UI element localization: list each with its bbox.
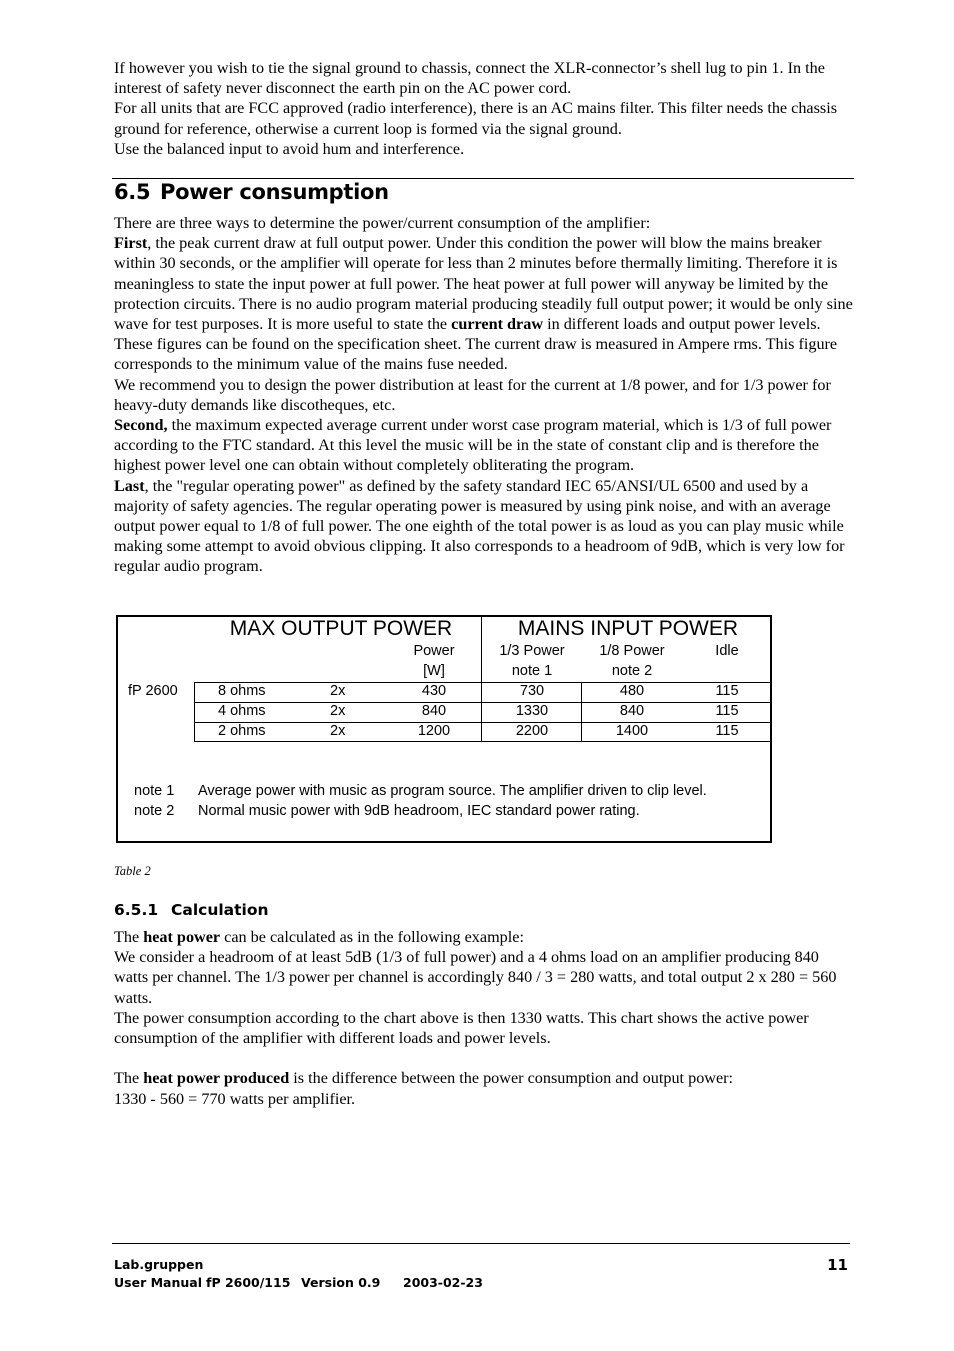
row-third: 2200 [515,723,549,739]
first-label: First [114,234,148,253]
last-text: , the "regular operating power" as defined by the safety standard IEC 65/ANSI/UL 6500 and used by a majority of safety agencies. The regular operating power is measured by using pink noise, and with an average output power equal to 1/8 of full power. The one eighth of the total power is as loud as you can play music while making some attempt to avoid obvious clipping. It also corresponds to a headroom of 9dB, which is very low for regular audio program. [114,476,845,576]
grid-line [194,741,772,742]
subsection-number: 6.5.1 [114,901,159,919]
heat-power-term: heat power [143,928,221,946]
calc-result: 1330 - 560 = 770 watts per amplifier. [114,1089,356,1108]
second-label: Second, [114,416,168,435]
intro-paragraph: For all units that are FCC approved (radio interference), there is an AC mains filter. This filter needs the chassis ground for reference, otherwise a current loop is formed via the signal ground. [114,99,837,138]
last-paragraph [114,476,854,577]
calc-text: is the difference between the power consumption and output power: [289,1069,734,1088]
row-eighth: 480 [619,683,645,699]
third-power-note: note 1 [511,663,553,679]
row-idle: 115 [715,683,739,699]
calc-text: The [114,928,144,946]
row-eighth: 1400 [615,723,649,739]
spacer [114,1048,854,1068]
intro-paragraph: Use the balanced input to avoid hum and interference. [114,139,465,158]
row-channels: 2x [330,683,346,699]
row-power: 1200 [417,723,451,739]
row-channels: 2x [330,723,346,739]
subsection-title: Calculation [171,901,269,919]
calc-consumption: The power consumption according to the chart above is then 1330 watts. This chart shows the active power consumption of the amplifier with different loads and power levels. [114,1008,809,1048]
footer-divider [112,1243,850,1244]
row-load: 2 ohms [218,723,266,739]
first-text-end: in different loads and output power levels. These figures can be found on the specification sheet. The current draw is measured in Ampere rms. This figure corresponds to the minimum value of the mains fuse needed. [114,315,838,374]
section-number: 6.5 [114,180,151,204]
calc-text: The [114,1069,144,1088]
row-power: 840 [421,703,447,719]
footer-brand: Lab.gruppen [114,1257,204,1272]
row-channels: 2x [330,703,346,719]
calc-text: can be calculated as in the following example: [220,928,524,946]
section-heading [114,180,389,204]
eighth-power-note: note 2 [611,663,653,679]
intro-text [114,58,854,159]
power-unit: [W] [423,663,445,679]
last-label: Last [114,476,145,495]
footer-version: Version 0.9 [301,1275,381,1290]
section-body [114,213,854,577]
row-third: 1330 [515,703,549,719]
header-mains-input: MAINS INPUT POWER [517,617,739,640]
section-intro: There are three ways to determine the power/current consumption of the amplifier: [114,214,651,232]
row-idle: 115 [715,723,739,739]
table-caption: Table 2 [114,864,151,878]
calc-example: We consider a headroom of at least 5dB (1/3 of full power) and a 4 ohms load on an amplifier producing 840 watts per channel. The 1/3 power per channel is accordingly 840 / 3 = 280 watts, and total output 2 x 280 = 560 watts. [114,948,837,1007]
note-label: note 2 [134,803,175,819]
note-text: Normal music power with 9dB headroom, IEC standard power rating. [198,803,640,819]
power-table [116,615,772,843]
footer-date: 2003-02-23 [403,1275,483,1290]
footer-model: fP 2600/115 [206,1275,291,1290]
model-label: fP 2600 [128,683,178,699]
second-text: the maximum expected average current under worst case program material, which is 1/3 of full power according to the FTC standard. At this level the music will be in the state of constant clip and is therefore the highest power level one can obtain without completely obliterating the program. [114,416,832,475]
header-max-output: MAX OUTPUT POWER [229,617,453,640]
recommend-paragraph: We recommend you to design the power distribution at least for the current at 1/8 power, and for 1/3 power for heavy-duty demands like discotheques, etc. [114,375,831,414]
power-label: Power [413,643,455,659]
idle-label: Idle [715,643,739,659]
page-number: 11 [827,1256,848,1274]
first-paragraph [114,233,854,374]
subsection-heading [114,901,269,919]
section-divider [112,178,854,179]
grid-line [194,682,195,742]
current-draw-term: current draw [451,315,544,334]
calc-heat [114,1068,854,1088]
eighth-power-label: 1/8 Power [599,643,665,659]
row-power: 430 [421,683,447,699]
note-text: Average power with music as program source. The amplifier driven to clip level. [198,783,707,799]
first-text: , the peak current draw at full output power. Under this condition the power will blow the mains breaker within 30 seconds, or the amplifier will operate for less than 2 minutes before thermally limiting. Therefore it is meaningless to state the input power at full power. The heat power at full power will anyway be limited by the protection circuits. There is no audio program material producing steadily full output power; it would be only sine wave for test purposes. It is more useful to state the [114,234,853,334]
row-third: 730 [519,683,545,699]
section-title: Power consumption [160,180,389,204]
subsection-body [114,927,854,1109]
calc-intro [114,927,854,947]
row-load: 8 ohms [218,683,266,699]
row-eighth: 840 [619,703,645,719]
note-label: note 1 [134,783,175,799]
row-idle: 115 [715,703,739,719]
footer-manual: User Manual [114,1275,202,1290]
intro-paragraph: If however you wish to tie the signal ground to chassis, connect the XLR-connector’s shell lug to pin 1. In the interest of safety never disconnect the earth pin on the AC power cord. [114,59,825,98]
second-paragraph [114,415,854,476]
heat-power-produced-term: heat power produced [143,1069,290,1088]
row-load: 4 ohms [218,703,266,719]
third-power-label: 1/3 Power [499,643,565,659]
